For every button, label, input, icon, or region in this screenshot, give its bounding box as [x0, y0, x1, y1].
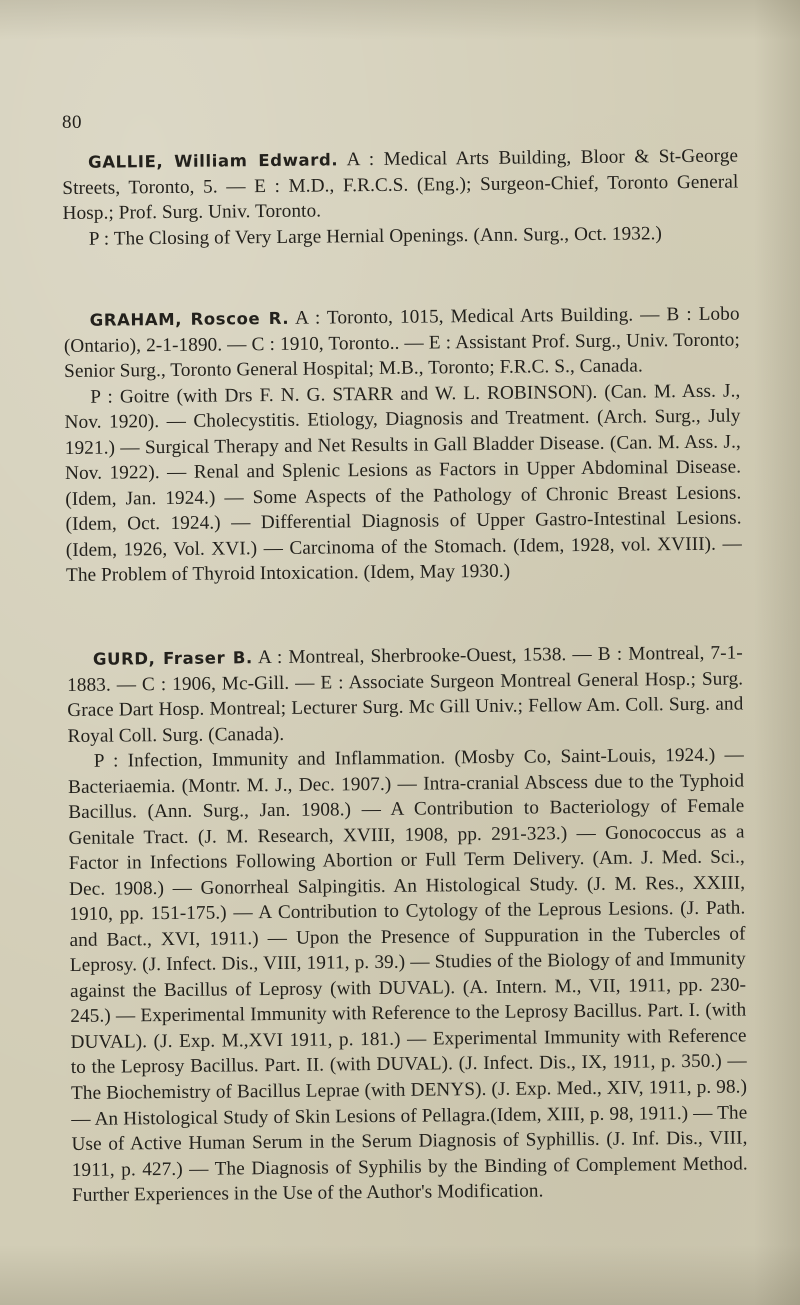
entry-publications: P : The Closing of Very Large Hernial Openings. (Ann. Surg., Oct. 1932.)	[88, 222, 663, 250]
entry-publications: P : Infection, Immunity and Inflammation. (Mosby Co, Saint-Louis, 1924.) — Bacteriaemia. (Montr. M. J., Dec. 1907.) — Intra-cranial Abscess due to the Typhoid Bacillus. (Ann. Surg., Jan. 1908.) — A Contribution to Bacteriology of Female Genitale Tract. (J. M. Research, XVIII, 1908, pp. 291-323.) — Gonococcus as a Factor in Infections Following Abortion or Full Term Delivery. (Am. J. Med. Sci., Dec. 1908.) — Gonorrheal Salpingitis. An Histological Study. (J. M. Res., XXIII, 1910, pp. 151-175.) — A Contribution to Cytology of the Leprous Lesions. (J. Path. and Bact., XVI, 1911.) — Upon the Presence of Suppuration in the Tubercles of Leprosy. (J. Infect. Dis., VIII, 1911, p. 39.) — Studies of the Biology of and Immunity against the Bacillus of Leprosy (with DUVAL). (A. Intern. M., VII, 1911, pp. 230-245.) — Experimental Immunity with Reference to the Leprosy Bacillus. Part. I. (with DUVAL). (J. Exp. M.,XVI 1911, p. 181.) — Experimental Immunity with Reference to the Leprosy Bacillus. Part. II. (with DUVAL). (J. Infect. Dis., IX, 1911, p. 350.) — The Biochemistry of Bacillus Leprae (with DENYS). (J. Exp. Med., XIV, 1911, p. 98.) — An Histological Study of Skin Lesions of Pellagra.(Idem, XIII, p. 98, 1911.) — The Use of Active Human Serum in the Serum Diagnosis of Syphillis. (J. Inf. Dis., VIII, 1911, p. 427.) — The Diagnosis of Syphilis by the Binding of Complement Method. Further Experiences in the Use of the Author's Modification.	[68, 744, 748, 1207]
entry-name: GRAHAM, Roscoe R.	[89, 308, 290, 330]
page-content	[62, 144, 748, 1235]
entry-body: A : Medical Arts Building, Bloor & St-George Streets, Toronto, 5. — E : M.D., F.R.C.S. (Eng.); Surgeon-Chief, Toronto General Hosp.; Prof. Surg. Univ. Toronto.	[62, 145, 739, 225]
entry-publications: P : Goitre (with Drs F. N. G. STARR and W. L. ROBINSON). (Can. M. Ass. J., Nov. 1920). — Cholecystitis. Etiology, Diagnosis and Treatment. (Arch. Surg., July 1921.) — Surgical Therapy and Net Results in Gall Bladder Disease. (Can. M. Ass. J., Nov. 1922). — Renal and Splenic Lesions as Factors in Upper Abdominal Disease. (Idem, Jan. 1924.) — Some Aspects of the Pathology of Chronic Breast Lesions. (Idem, Oct. 1924.) — Differential Diagnosis of Upper Gastro-Intestinal Lesions. (Idem, 1926, Vol. XVI.) — Carcinoma of the Stomach. (Idem, 1928, vol. XVIII). — The Problem of Thyroid Intoxication. (Idem, May 1930.)	[64, 380, 742, 587]
page-number: 80	[62, 112, 82, 133]
page-top-shading	[0, 0, 800, 40]
entry-name: GALLIE, William Edward.	[88, 150, 339, 172]
entry-header-paragraph	[62, 144, 739, 227]
biography-entry-graham	[64, 302, 743, 589]
entry-body: A : Toronto, 1015, Medical Arts Building. — B : Lobo (Ontario), 2-1-1890. — C : 1910, Toronto.. — E : Assistant Prof. Surg., Univ. Toronto; Senior Surg., Toronto General Hospital; M.B., Toronto; F.R.C. S., Canada.	[63, 303, 740, 383]
biography-entry-gurd	[67, 640, 748, 1208]
page-edge-shading	[754, 0, 800, 1305]
biography-entry-gallie	[62, 144, 739, 253]
entry-name: GURD, Fraser B.	[92, 648, 253, 669]
entry-header-paragraph	[67, 640, 744, 749]
page-bottom-shading	[0, 1245, 800, 1305]
entry-header-paragraph	[64, 302, 741, 385]
entry-body: A : Montreal, Sherbrooke-Ouest, 1538. — B : Montreal, 7-1-1883. — C : 1906, Mc-Gill. — E : Associate Surgeon Montreal General Hosp.; Surg. Grace Dart Hosp. Montreal; Lecturer Surg. Mc Gill Univ.; Fellow Am. Coll. Surg. and Royal Coll. Surg. (Canada).	[67, 642, 744, 747]
